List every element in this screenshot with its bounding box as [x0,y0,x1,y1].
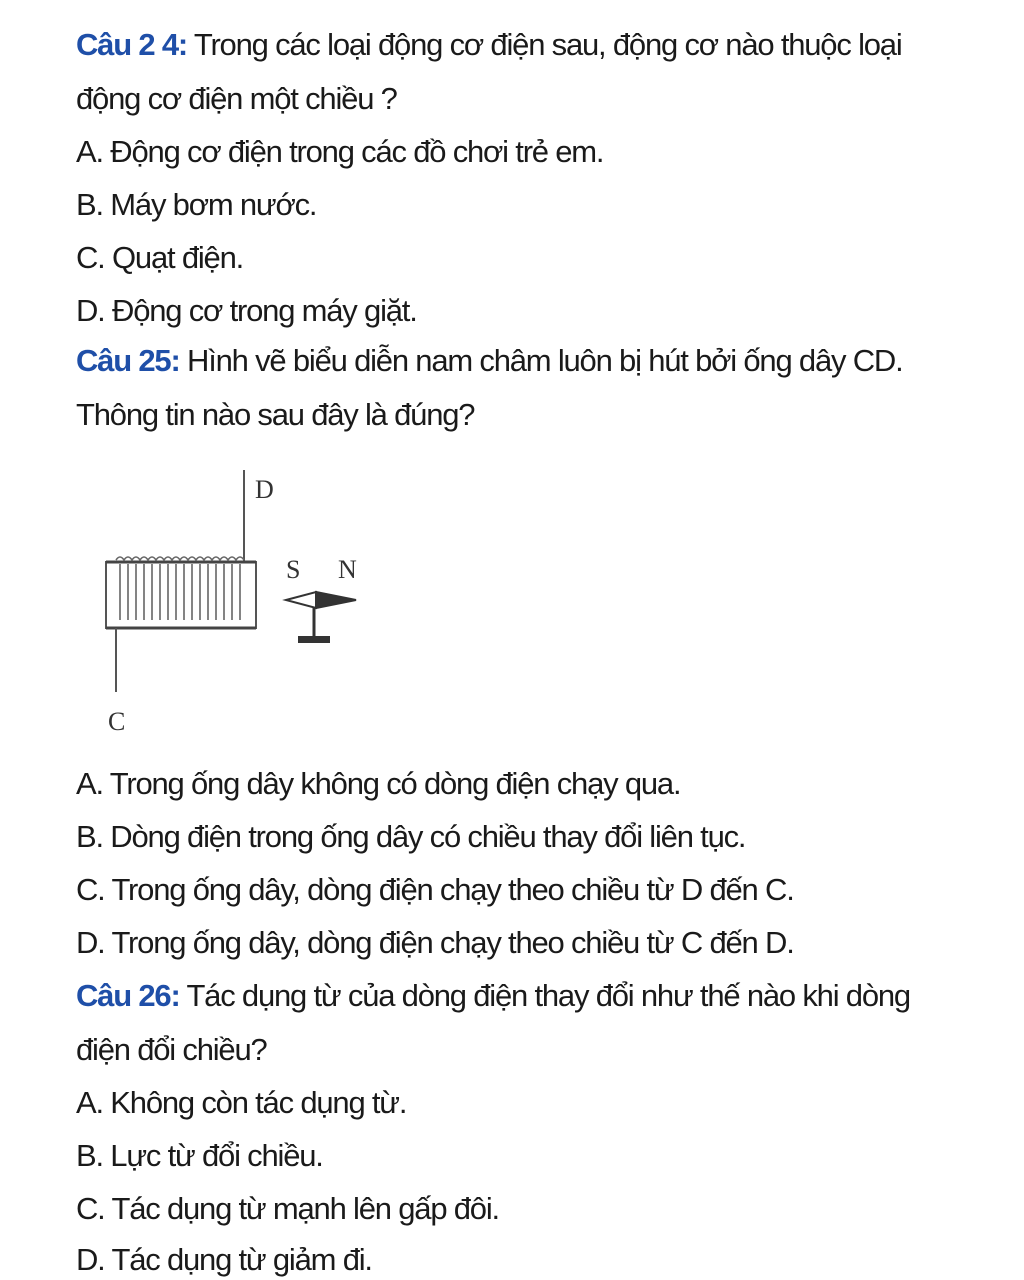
question-26 [76,969,956,1077]
q24-option-a: A. Động cơ điện trong các đồ chơi trẻ em. [76,134,604,169]
question-26-text: Tác dụng từ của dòng điện thay đổi như thế nào khi dòng điện đổi chiều? [76,978,910,1067]
q25-option-a: A. Trong ống dây không có dòng điện chạy qua. [76,766,681,801]
q24-option-b: B. Máy bơm nước. [76,187,317,222]
needle-south [286,592,316,608]
q24-option-d: D. Động cơ trong máy giặt. [76,293,417,328]
needle-north [316,592,356,608]
label-s: S [286,555,301,584]
label-n: N [338,555,357,584]
q25-option-d: D. Trong ống dây, dòng điện chạy theo chiều từ C đến D. [76,925,794,960]
q26-option-c: C. Tác dụng từ mạnh lên gấp đôi. [76,1191,499,1226]
q24-option-c: C. Quạt điện. [76,240,244,275]
question-26-label: Câu 26: [76,978,180,1013]
needle-base [298,636,330,643]
question-24-label: Câu 2 4: [76,27,187,62]
question-25 [76,334,956,442]
label-c: C [108,707,126,736]
label-d: D [255,475,274,504]
question-24 [76,18,956,126]
question-25-text: Hình vẽ biểu diễn nam châm luôn bị hút bởi ống dây CD. Thông tin nào sau đây là đúng? [76,343,903,432]
q25-option-b: B. Dòng điện trong ống dây có chiều thay đổi liên tục. [76,819,746,854]
q25-option-c: C. Trong ống dây, dòng điện chạy theo chiều từ D đến C. [76,872,794,907]
q26-option-a: A. Không còn tác dụng từ. [76,1085,407,1120]
question-25-label: Câu 25: [76,343,180,378]
solenoid-magnet-figure [90,460,390,750]
q26-option-d: D. Tác dụng từ giảm đi. [76,1242,372,1277]
question-24-text: Trong các loại động cơ điện sau, động cơ nào thuộc loại động cơ điện một chiều ? [76,27,902,116]
q26-option-b: B. Lực từ đổi chiều. [76,1138,323,1173]
